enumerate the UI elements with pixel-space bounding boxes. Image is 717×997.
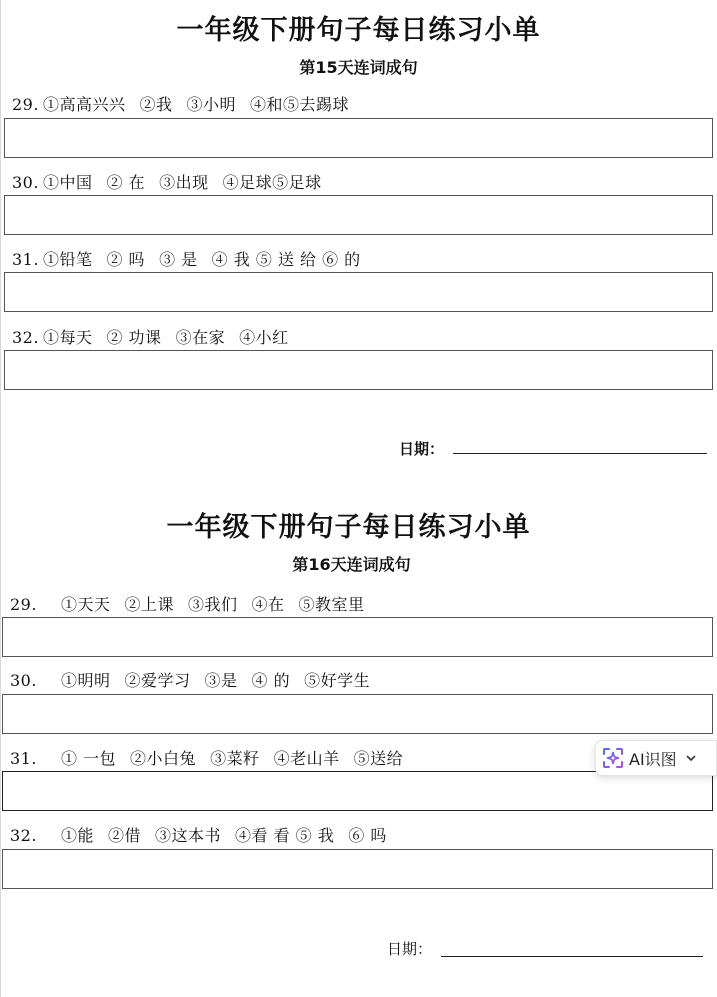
question-number: 32. [10,826,37,845]
chevron-down-icon [685,752,697,764]
word-option: ①铅笔 [42,250,93,269]
word-option: ①中国 [42,173,93,192]
word-option: ②我 [139,95,173,114]
word-option: ③这本书 [154,826,221,845]
word-option: ④足球⑤足球 [222,173,322,192]
word-option: ②小白兔 [130,749,197,768]
word-option: ②上课 [124,595,174,614]
word-option: ②借 [107,826,141,845]
word-option: ①天天 [60,595,111,614]
page-edge [0,0,1,997]
word-option: ⑥ 吗 [348,826,387,845]
date-line[interactable] [453,453,707,454]
sheet1-title: 一年级下册句子每日练习小单 [176,15,541,46]
sheet1-subtitle: 第15天连词成句 [299,58,418,77]
answer-box[interactable] [2,694,713,734]
answer-box[interactable] [2,617,713,657]
word-option: ③是 [204,671,238,690]
word-option: ③小明 [186,95,236,114]
question-29 [10,592,379,615]
question-31 [10,746,417,769]
date-label: 日期： [399,440,445,458]
word-option: ② 在 [106,173,146,192]
answer-box[interactable] [4,195,713,235]
answer-box[interactable] [2,771,713,811]
word-option: ①高高兴兴 [42,95,126,114]
question-32 [10,823,401,846]
sparkle-scan-icon [602,747,624,769]
question-number: 31. [10,749,37,768]
answer-box[interactable] [4,272,713,312]
ai-image-recognition-button[interactable] [595,740,717,776]
answer-box[interactable] [2,849,713,889]
word-option: ① 一包 [60,749,117,768]
word-option: ③在家 [175,328,226,347]
sheet2-title: 一年级下册句子每日练习小单 [166,512,531,543]
word-option: ④ 我 ⑤ 送 给 ⑥ 的 [211,250,361,269]
question-number: 29. [12,95,39,114]
sheet2-subtitle: 第16天连词成句 [292,555,411,574]
answer-box[interactable] [4,118,713,158]
word-option: ⑤好学生 [304,671,371,690]
word-option: ④和⑤去踢球 [250,95,350,114]
ai-button-label: AI识图 [629,749,677,769]
word-option: ② 吗 [106,250,146,269]
date-label: 日期： [387,940,433,958]
word-option: ①明明 [60,671,111,690]
word-option: ④ 的 [251,671,291,690]
word-option: ①每天 [42,328,93,347]
word-option: ④老山羊 [273,749,340,768]
question-30 [10,668,384,691]
question-29 [12,92,363,115]
word-option: ③我们 [187,595,238,614]
word-option: ③菜籽 [210,749,260,768]
word-option: ⑤教室里 [298,595,365,614]
question-number: 31. [12,250,39,269]
word-option: ② 功课 [106,328,162,347]
word-option: ④小红 [239,328,289,347]
question-31 [12,247,375,270]
word-option: ⑤送给 [353,749,404,768]
word-option: ③出现 [159,173,209,192]
question-number: 29. [10,595,37,614]
answer-box[interactable] [4,350,713,390]
word-option: ③ 是 [159,250,198,269]
word-option: ④看 看 ⑤ 我 [235,826,335,845]
word-option: ①能 [60,826,94,845]
question-number: 32. [12,328,39,347]
date-line[interactable] [441,956,703,957]
question-30 [12,170,336,193]
question-number: 30. [12,173,39,192]
question-32 [12,325,303,348]
question-number: 30. [10,671,37,690]
word-option: ④在 [251,595,285,614]
word-option: ②爱学习 [124,671,191,690]
